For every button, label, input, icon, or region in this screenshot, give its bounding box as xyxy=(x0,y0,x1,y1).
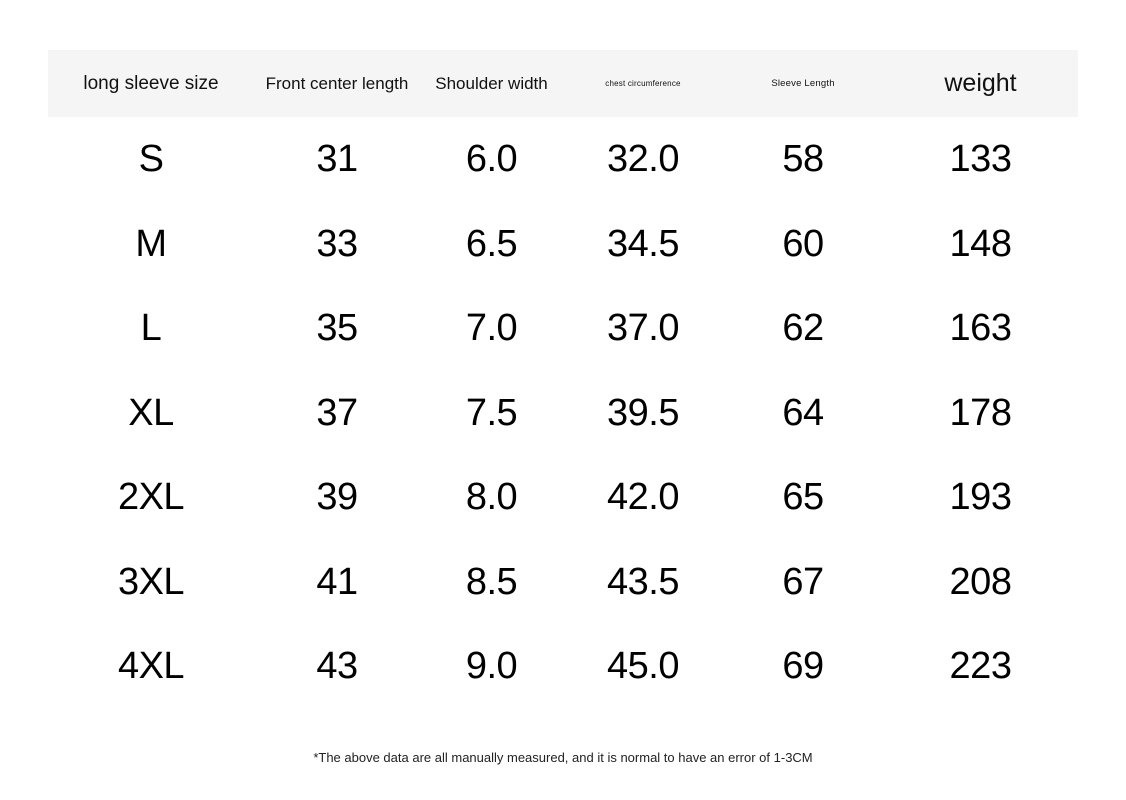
cell-chest-circumference: 37.0 xyxy=(607,307,679,350)
cell-weight: 148 xyxy=(949,222,1012,265)
cell-shoulder-width: 7.0 xyxy=(465,307,518,350)
table-body xyxy=(48,117,1078,709)
table-row xyxy=(48,455,1078,540)
cell-chest-circumference: 42.0 xyxy=(607,476,679,519)
cell-front-center-length: 41 xyxy=(316,560,358,603)
cell-size: S xyxy=(138,138,164,181)
cell-front-center-length: 43 xyxy=(316,645,358,688)
cell-weight: 223 xyxy=(949,645,1012,688)
cell-size: 2XL xyxy=(117,476,185,519)
column-header-front-center-length: Front center length xyxy=(265,73,409,93)
cell-shoulder-width: 7.5 xyxy=(465,391,518,434)
cell-chest-circumference: 39.5 xyxy=(607,391,679,434)
cell-sleeve-length: 62 xyxy=(782,307,824,350)
table-row xyxy=(48,624,1078,709)
cell-size: L xyxy=(140,307,162,350)
table-row xyxy=(48,371,1078,456)
cell-chest-circumference: 43.5 xyxy=(607,560,679,603)
column-header-sleeve-length: Sleeve Length xyxy=(771,78,835,89)
cell-size: XL xyxy=(128,391,174,434)
cell-front-center-length: 35 xyxy=(316,307,358,350)
cell-weight: 208 xyxy=(949,560,1012,603)
cell-chest-circumference: 45.0 xyxy=(607,645,679,688)
cell-chest-circumference: 32.0 xyxy=(607,138,679,181)
column-header-shoulder-width: Shoulder width xyxy=(435,73,548,93)
cell-front-center-length: 37 xyxy=(316,391,358,434)
cell-size: 4XL xyxy=(117,645,185,688)
cell-sleeve-length: 58 xyxy=(782,138,824,181)
cell-size: M xyxy=(135,222,167,265)
size-chart-table xyxy=(48,50,1078,709)
cell-shoulder-width: 6.5 xyxy=(465,222,518,265)
measurement-disclaimer: *The above data are all manually measured, and it is normal to have an error of 1-3CM xyxy=(313,750,813,765)
table-row xyxy=(48,286,1078,371)
cell-sleeve-length: 67 xyxy=(782,560,824,603)
cell-sleeve-length: 65 xyxy=(782,476,824,519)
cell-sleeve-length: 69 xyxy=(782,645,824,688)
table-row xyxy=(48,202,1078,287)
cell-shoulder-width: 6.0 xyxy=(465,138,518,181)
cell-weight: 133 xyxy=(949,138,1012,181)
cell-sleeve-length: 64 xyxy=(782,391,824,434)
table-header-row xyxy=(48,50,1078,117)
cell-weight: 193 xyxy=(949,476,1012,519)
column-header-weight: weight xyxy=(944,69,1017,97)
size-chart-table-container xyxy=(48,50,1078,709)
table-header xyxy=(48,50,1078,117)
column-header-size: long sleeve size xyxy=(83,72,219,94)
table-row xyxy=(48,540,1078,625)
cell-chest-circumference: 34.5 xyxy=(607,222,679,265)
cell-weight: 163 xyxy=(949,307,1012,350)
column-header-chest-circumference: chest circumference xyxy=(605,79,681,88)
cell-shoulder-width: 8.5 xyxy=(465,560,518,603)
cell-front-center-length: 33 xyxy=(316,222,358,265)
cell-front-center-length: 39 xyxy=(316,476,358,519)
table-row xyxy=(48,117,1078,202)
cell-front-center-length: 31 xyxy=(316,138,358,181)
cell-shoulder-width: 9.0 xyxy=(465,645,518,688)
cell-size: 3XL xyxy=(117,560,185,603)
cell-shoulder-width: 8.0 xyxy=(465,476,518,519)
cell-weight: 178 xyxy=(949,391,1012,434)
cell-sleeve-length: 60 xyxy=(782,222,824,265)
